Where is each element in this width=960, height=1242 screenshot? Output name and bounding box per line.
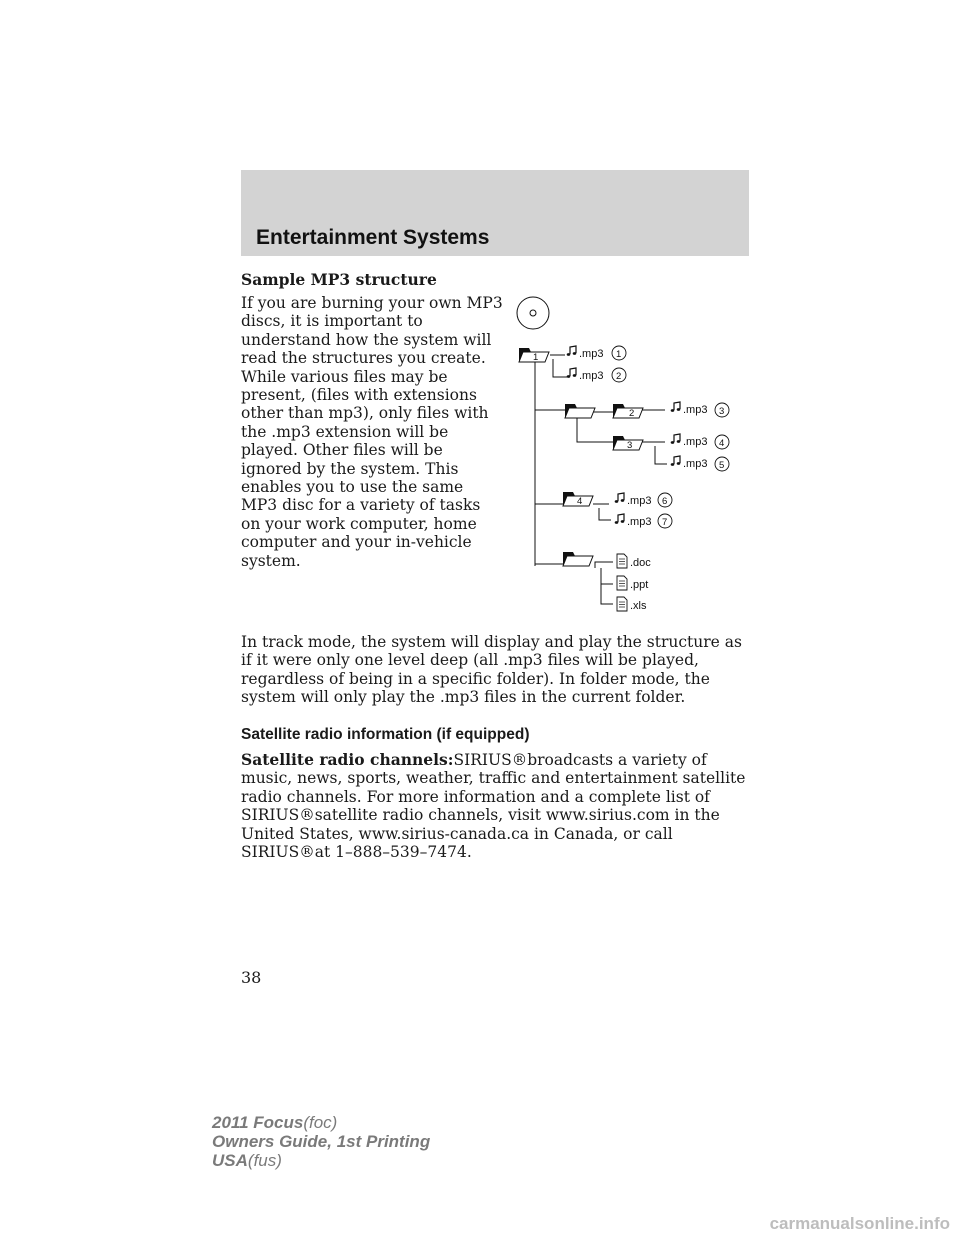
- section-header: [241, 170, 749, 256]
- svg-text:2: 2: [616, 371, 622, 382]
- satellite-lead: Satellite radio channels:: [241, 750, 454, 769]
- music-note-icon: [567, 368, 577, 378]
- music-note-icon: [671, 402, 681, 412]
- folder-number-1: 1: [533, 352, 539, 363]
- document-icon: [617, 597, 627, 611]
- mp3-label: .mp3: [579, 370, 604, 382]
- document-icon: [617, 576, 627, 590]
- footer-market-code: (fus): [247, 1151, 282, 1170]
- folder-number-3: 3: [627, 440, 633, 451]
- svg-text:1: 1: [616, 349, 622, 360]
- track-badge-4: [715, 435, 729, 449]
- mp3-label: .mp3: [683, 458, 708, 470]
- document-icon: [617, 554, 627, 568]
- music-note-icon: [671, 434, 681, 444]
- track-mode-paragraph: In track mode, the system will display and play the structure as if it were only one level deep (all .mp3 files will be played, regardless of being in a specific folder). In folder mode, the system will only play the .mp3 files in the current folder.: [241, 633, 742, 707]
- footer-model-code: (foc): [303, 1113, 338, 1132]
- mp3-label: .mp3: [683, 436, 708, 448]
- watermark: carmanualsonline.info: [769, 1214, 950, 1233]
- satellite-body: SIRIUS®broadcasts a variety of music, news, sports, weather, traffic and entertainment satellite radio channels. For more information and a complete list of SIRIUS®satellite radio channels, visit www.sirius.com in the United States, www.sirius-canada.ca in Canada, or call SIRIUS®at 1–888–539–7474.: [241, 751, 746, 862]
- ppt-label: .ppt: [630, 579, 649, 591]
- track-badge-2: [612, 368, 626, 382]
- track-badge-1: [612, 346, 626, 360]
- music-note-icon: [615, 493, 625, 503]
- footer-guide: Owners Guide, 1st Printing: [212, 1132, 431, 1151]
- disc-icon: [517, 297, 549, 329]
- svg-text:3: 3: [719, 406, 725, 417]
- mp3-structure-diagram: [505, 292, 745, 622]
- footer-model: 2011 Focus: [212, 1113, 304, 1132]
- print-footer: [212, 1113, 430, 1170]
- satellite-radio-heading: Satellite radio information (if equipped): [241, 726, 530, 743]
- track-badge-5: [715, 457, 729, 471]
- svg-text:6: 6: [662, 496, 668, 507]
- music-note-icon: [615, 514, 625, 524]
- folder-number-2: 2: [629, 408, 635, 419]
- sample-mp3-heading: Sample MP3 structure: [241, 270, 437, 289]
- music-note-icon: [671, 456, 681, 466]
- header-title: Entertainment Systems: [256, 226, 490, 249]
- xls-label: .xls: [630, 600, 647, 612]
- folder-icon: [563, 552, 593, 566]
- satellite-paragraph: [241, 751, 756, 861]
- track-badge-3: [715, 403, 729, 417]
- track-badge-7: [658, 514, 672, 528]
- mp3-label: .mp3: [579, 348, 604, 360]
- doc-label: .doc: [630, 557, 651, 569]
- folder-number-4: 4: [577, 496, 583, 507]
- music-note-icon: [567, 346, 577, 356]
- svg-text:7: 7: [662, 517, 668, 528]
- mp3-label: .mp3: [627, 516, 652, 528]
- folder-icon: [613, 404, 643, 418]
- folder-icon: [565, 404, 595, 418]
- svg-text:5: 5: [719, 460, 725, 471]
- intro-paragraph: If you are burning your own MP3 discs, it is important to understand how the system will read the structures you create. While various files may be present, (files with extensions other than mp3), only files with the .mp3 extension will be played. Other files will be ignored by the system. This enables you to use the same MP3 disc for a variety of tasks on your work computer, home computer and your in-vehicle system.: [241, 294, 503, 570]
- footer-market: USA: [212, 1151, 248, 1170]
- mp3-label: .mp3: [627, 495, 652, 507]
- mp3-label: .mp3: [683, 404, 708, 416]
- svg-text:4: 4: [719, 438, 725, 449]
- track-badge-6: [658, 493, 672, 507]
- page-number: 38: [241, 968, 262, 987]
